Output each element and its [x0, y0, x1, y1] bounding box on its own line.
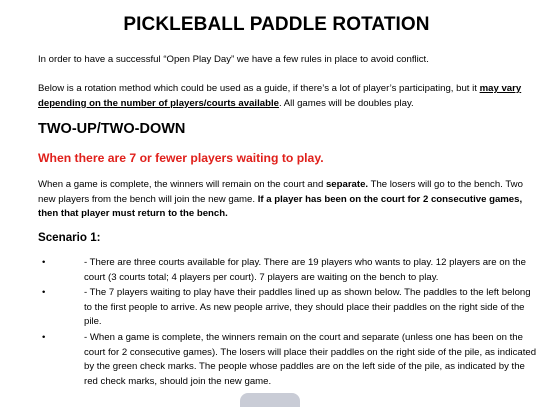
bullet-marker: •: [42, 331, 46, 343]
game-complete-p1: When a game is complete, the winners will remain on the court and: [38, 179, 326, 190]
rotation-lead: Below is a rotation method which could be used as a guide, if there’s a lot of player’s participating, but it: [38, 83, 480, 94]
game-complete-b2: If a player has been on the court for 2 consecutive games, then that player must return to the bench.: [38, 193, 523, 220]
page-title: PICKLEBALL PADDLE ROTATION: [123, 14, 430, 35]
list-item: [38, 256, 538, 285]
scenario-list: [38, 256, 538, 390]
red-heading: When there are 7 or fewer players waiting to play.: [38, 151, 324, 165]
bullet-marker: •: [42, 257, 46, 268]
rotation-paragraph: [38, 82, 530, 111]
rotation-tail: . All games will be doubles play.: [278, 97, 414, 109]
list-item: [38, 286, 538, 330]
section-heading: TWO-UP/TWO-DOWN: [38, 121, 186, 137]
list-item: [38, 331, 538, 389]
paddle-image-top-edge: [240, 393, 300, 407]
list-item-text: - There are three courts available for play. There are 19 players who wants to play. 12 players are on the court (3 courts total; 4 players per court). 7 players are waiting on the bench to play.: [84, 257, 526, 283]
game-complete-paragraph: [38, 178, 530, 222]
bullet-marker: •: [42, 287, 46, 299]
game-complete-p2: The losers will go to the bench. Two new players from the bench will join the new game.: [38, 179, 523, 205]
scenario-heading: Scenario 1:: [38, 231, 101, 244]
game-complete-b1: separate.: [325, 179, 369, 190]
rotation-emphasis: may vary depending on the number of players/courts available: [38, 83, 522, 109]
list-item-text: - The 7 players waiting to play have their paddles lined up as shown below. The paddles to the left belong to the first people to arrive. As new people arrive, they should place their paddles on the right side of the pile.: [84, 287, 531, 328]
intro-paragraph: In order to have a successful “Open Play Day” we have a few rules in place to avoid conflict.: [38, 54, 429, 65]
list-item-text: - When a game is complete, the winners remain on the court and separate (unless one has been on the court for 2 consecutive games). The losers will place their paddles on the right side of the pile, as indicated by the green check marks. The people whose paddles are on the left side of the pile, as indicated by the red check marks, should join the new game.: [84, 331, 537, 387]
